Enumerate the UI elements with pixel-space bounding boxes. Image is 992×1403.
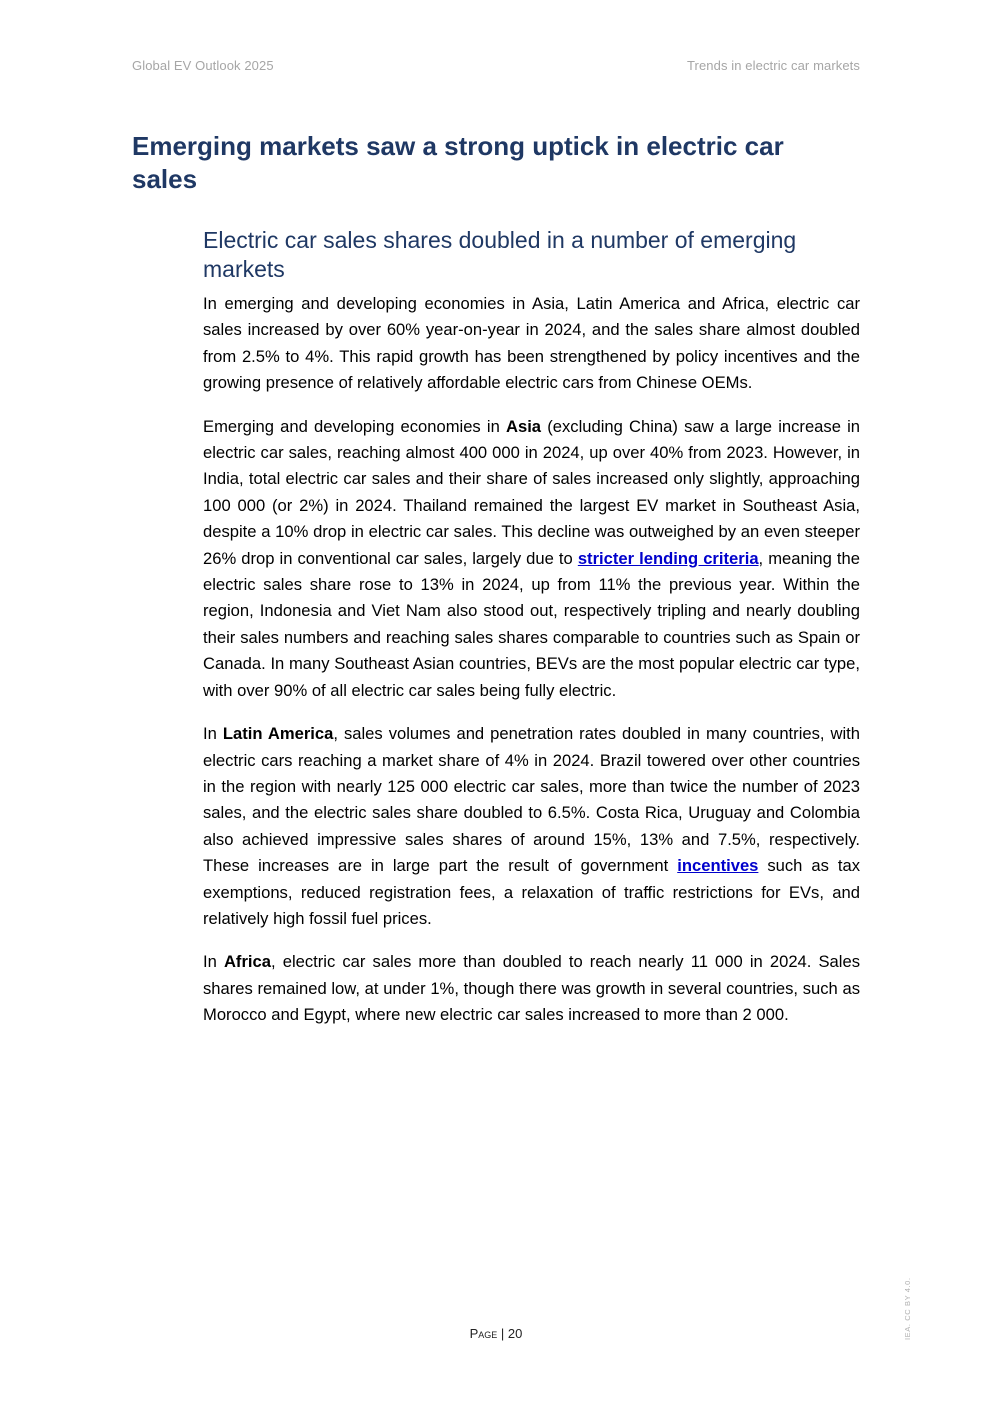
subsection-title: Electric car sales shares doubled in a number of emerging markets <box>203 227 797 282</box>
license-notice: IEA. CC BY 4.0. <box>903 1277 912 1340</box>
page-number <box>0 1326 992 1341</box>
paragraph-text: such as tax exemptions, reduced registration fees, a relaxation of traffic restrictions for EVs, and relatively high fossil fuel prices. <box>203 856 860 928</box>
running-header-chapter: Trends in electric car markets <box>686 58 860 73</box>
paragraph-text: In <box>203 724 223 744</box>
paragraph-text: Emerging and developing economies in <box>203 416 506 436</box>
section-title: Emerging markets saw a strong uptick in electric car sales <box>132 131 784 194</box>
paragraph-asia <box>203 414 860 704</box>
body-text <box>203 291 860 1046</box>
paragraph-overview: In emerging and developing economies in Asia, Latin America and Africa, electric car sales increased by over 60% year-on-year in 2024, and the sales share almost doubled from 2.5% to 4%. This rapid growth has been strengthened by policy incentives and the growing presence of relatively affordable electric cars from Chinese OEMs. <box>203 294 860 393</box>
paragraph-latin-america <box>203 721 860 932</box>
page-separator: | <box>497 1326 508 1341</box>
incentives-link[interactable]: incentives <box>677 856 759 876</box>
paragraph-text: (excluding China) saw a large increase in electric car sales, reaching almost 400 000 in 2024, up over 40% from 2023. However, in India, total electric car sales and their share of sales increased only slightly, approaching 100 000 (or 2%) in 2024. Thailand remained the largest EV market in Southeast Asia, despite a 10% drop in electric car sales. This decline was outweighed by an even steeper 26% drop in conventional car sales, largely due to <box>203 416 861 568</box>
page-number-value: 20 <box>507 1326 523 1341</box>
paragraph-text: , electric car sales more than doubled to reach nearly 11 000 in 2024. Sales shares remained low, at under 1%, though there was growth in several countries, such as Morocco and Egypt, where new electric car sales increased to more than 2 000. <box>203 952 860 1025</box>
paragraph-text: , meaning the electric sales share rose to 13% in 2024, up from 11% the previous year. Within the region, Indonesia and Viet Nam also stood out, respectively tripling and nearly doubling their sales numbers and reaching sales shares comparable to countries such as Spain or Canada. In many Southeast Asian countries, BEVs are the most popular electric car type, with over 90% of all electric car sales being fully electric. <box>203 548 860 700</box>
page-label: Page <box>469 1326 498 1341</box>
paragraph-text: In <box>203 952 224 972</box>
region-name-latin-america: Latin America <box>222 724 334 744</box>
region-name-africa: Africa <box>223 952 271 972</box>
stricter-lending-criteria-link[interactable]: stricter lending criteria <box>577 548 759 568</box>
paragraph-africa <box>203 949 860 1028</box>
paragraph-text: , sales volumes and penetration rates doubled in many countries, with electric cars reaching a market share of 4% in 2024. Brazil towered over other countries in the region with nearly 125 000 electric car sales, more than twice the number of 2023 sales, and the electric sales share doubled to 6.5%. Costa Rica, Uruguay and Colombia also achieved impressive sales shares of around 15%, 13% and 7.5%, respectively. These increases are in large part the result of government <box>203 724 861 876</box>
region-name-asia: Asia <box>505 416 542 436</box>
running-header-title: Global EV Outlook 2025 <box>132 58 274 73</box>
